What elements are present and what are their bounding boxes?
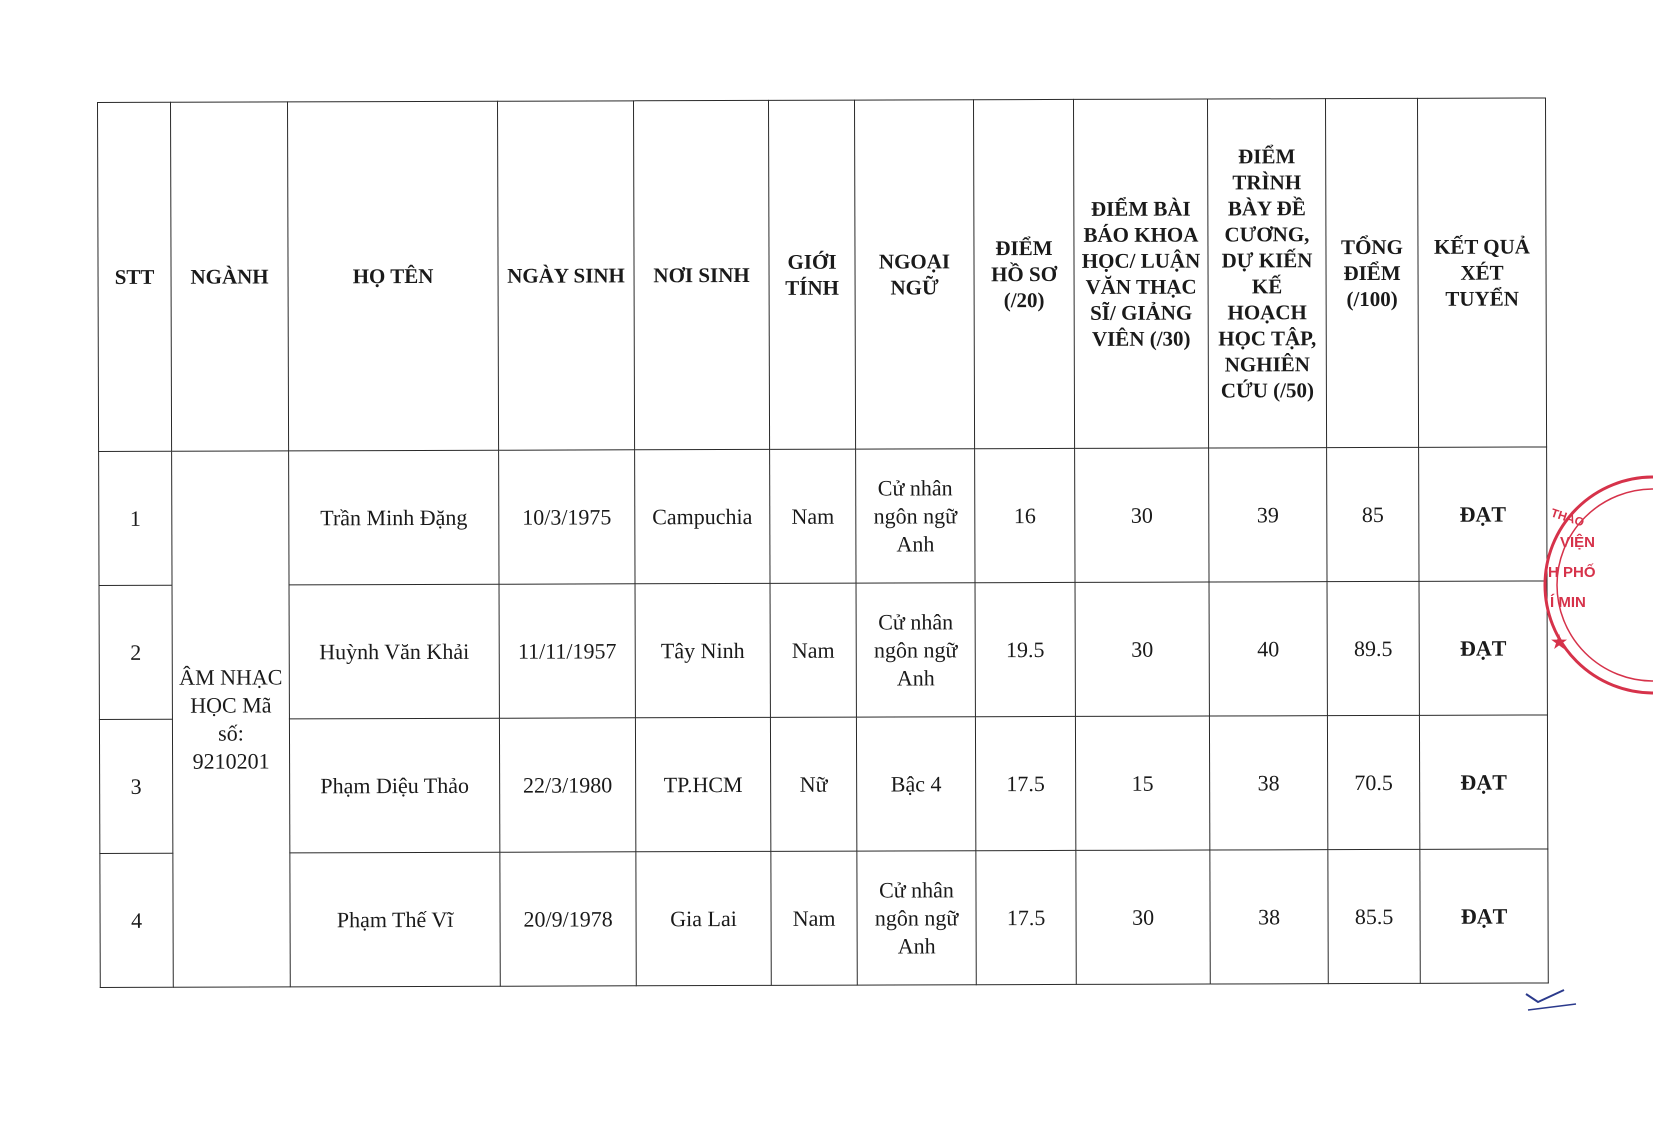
cell-ket-qua: ĐẠT xyxy=(1419,447,1547,581)
cell-tong-diem: 89.5 xyxy=(1327,581,1419,715)
cell-noi-sinh: Campuchia xyxy=(635,449,770,583)
header-gioi-tinh: GIỚI TÍNH xyxy=(768,100,855,449)
header-stt: STT xyxy=(98,102,172,451)
cell-gioi-tinh: Nam xyxy=(771,851,857,985)
header-tong-diem: TỔNG ĐIỂM (/100) xyxy=(1325,98,1418,447)
seal-star-icon: ★ xyxy=(1551,632,1568,652)
cell-ngoai-ngu: Bậc 4 xyxy=(856,717,975,851)
cell-stt: 2 xyxy=(99,585,172,719)
seal-text: THẢO VIỆN H PHỐ Í MIN xyxy=(1548,505,1596,611)
cell-diem-trinh-bay: 39 xyxy=(1209,448,1327,582)
cell-diem-ho-so: 19.5 xyxy=(975,582,1075,716)
cell-ngay-sinh: 11/11/1957 xyxy=(499,584,635,718)
cell-tong-diem: 70.5 xyxy=(1327,715,1419,849)
cell-diem-bai-bao: 30 xyxy=(1076,850,1210,984)
cell-ngoai-ngu: Cử nhân ngôn ngữ Anh xyxy=(857,851,976,985)
cell-ho-ten: Phạm Thế Vĩ xyxy=(290,852,500,987)
initial-check-mark xyxy=(1524,988,1580,1016)
cell-major: ÂM NHẠC HỌC Mã số: 9210201 xyxy=(172,451,291,987)
header-ho-ten: HỌ TÊN xyxy=(288,101,499,451)
cell-diem-bai-bao: 30 xyxy=(1075,582,1209,716)
header-diem-trinh-bay: ĐIỂM TRÌNH BÀY ĐỀ CƯƠNG, DỰ KIẾN KẾ HOẠCH HỌC TẬP, NGHIÊN CỨU (/50) xyxy=(1207,99,1326,448)
cell-diem-ho-so: 17.5 xyxy=(975,716,1075,850)
cell-ket-qua: ĐẠT xyxy=(1419,581,1547,715)
header-row xyxy=(98,98,1547,452)
cell-gioi-tinh: Nam xyxy=(770,583,856,717)
cell-diem-bai-bao: 15 xyxy=(1075,716,1209,850)
cell-tong-diem: 85.5 xyxy=(1328,849,1420,983)
cell-stt: 3 xyxy=(99,719,172,853)
cell-ngay-sinh: 22/3/1980 xyxy=(499,718,635,852)
cell-tong-diem: 85 xyxy=(1327,447,1419,581)
table-row xyxy=(99,447,1547,586)
cell-noi-sinh: TP.HCM xyxy=(635,717,770,851)
cell-ket-qua: ĐẠT xyxy=(1419,715,1547,849)
header-diem-ho-so: ĐIỂM HỒ SƠ (/20) xyxy=(973,99,1074,448)
cell-diem-ho-so: 16 xyxy=(975,448,1075,582)
cell-ngoai-ngu: Cử nhân ngôn ngữ Anh xyxy=(856,449,975,583)
cell-diem-ho-so: 17.5 xyxy=(976,850,1076,984)
cell-diem-trinh-bay: 38 xyxy=(1210,850,1328,984)
header-noi-sinh: NƠI SINH xyxy=(633,100,769,449)
cell-ngay-sinh: 20/9/1978 xyxy=(500,852,636,986)
cell-stt: 4 xyxy=(100,853,173,987)
cell-ho-ten: Trần Minh Đặng xyxy=(289,450,499,585)
cell-stt: 1 xyxy=(99,451,172,585)
cell-gioi-tinh: Nam xyxy=(770,449,856,583)
header-ket-qua: KẾT QUẢ XÉT TUYỂN xyxy=(1417,98,1546,447)
cell-noi-sinh: Tây Ninh xyxy=(635,583,770,717)
cell-ho-ten: Huỳnh Văn Khải xyxy=(289,584,499,719)
cell-ket-qua: ĐẠT xyxy=(1420,849,1548,983)
cell-diem-trinh-bay: 38 xyxy=(1209,716,1327,850)
table-row xyxy=(99,581,1547,720)
table-row xyxy=(100,849,1548,988)
header-nganh: NGÀNH xyxy=(171,102,289,451)
cell-noi-sinh: Gia Lai xyxy=(636,851,771,985)
cell-ngoai-ngu: Cử nhân ngôn ngữ Anh xyxy=(856,583,975,717)
header-diem-bai-bao: ĐIỂM BÀI BÁO KHOA HỌC/ LUẬN VĂN THẠC SĨ/ GIẢNG VIÊN (/30) xyxy=(1073,99,1208,448)
cell-gioi-tinh: Nữ xyxy=(770,717,856,851)
cell-diem-bai-bao: 30 xyxy=(1075,448,1209,582)
cell-ngay-sinh: 10/3/1975 xyxy=(499,450,635,584)
admission-results-table xyxy=(97,97,1549,988)
header-ngoai-ngu: NGOẠI NGỮ xyxy=(854,100,974,449)
cell-ho-ten: Phạm Diệu Thảo xyxy=(289,718,499,853)
table-row xyxy=(99,715,1547,854)
cell-diem-trinh-bay: 40 xyxy=(1209,582,1327,716)
header-ngay-sinh: NGÀY SINH xyxy=(497,101,634,450)
